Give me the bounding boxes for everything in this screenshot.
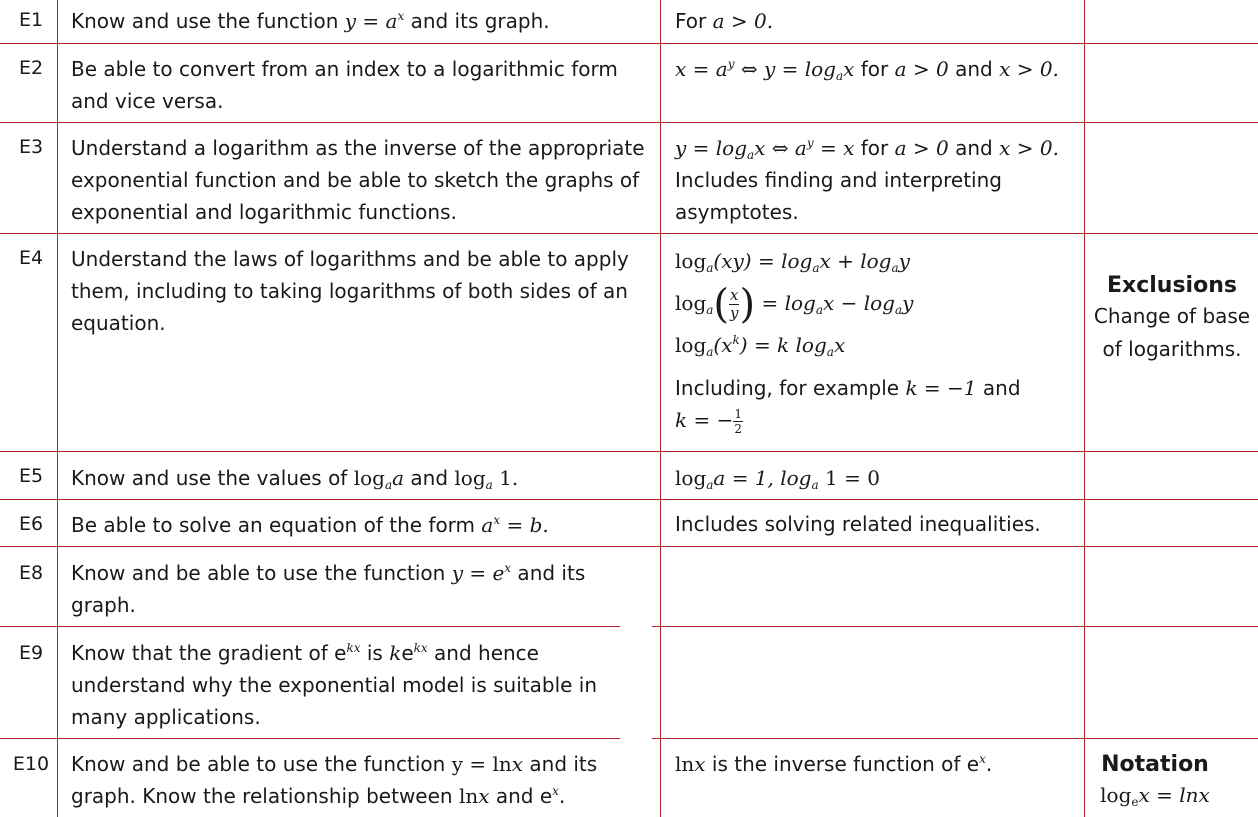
row-guidance: $\log_a(xy) = \log_ax + \log_ay$ $\log_a$( $\frac{x}{y}$ ) = $\log_ax - \log_ay$ $\log_a(x^k) = k$ $\log_ax$ Including, for example k = −1 and k = − $\frac{1}{2}$ [675, 244, 1021, 436]
row-code: E2 [18, 57, 44, 79]
row-description: Be able to solve an equation of the form $a^x = b$. [71, 513, 549, 537]
row-divider [0, 499, 1258, 500]
row-description: Know that the gradient of $e^{kx}$ is $ke^{kx}$ and hence understand why the exponential model is suitable in many applications. [71, 641, 598, 729]
row-guidance: lnx is the inverse function of $e^x$. [675, 752, 993, 776]
row-guidance: $x = a^y$ ⇔ $y = \log_ax$ for a > 0 and x > 0. [675, 57, 1059, 83]
row-divider [652, 626, 1258, 627]
row-description: Know and be able to use the function $y = e^x$ and its graph. [71, 561, 586, 617]
law-quotient: $\log_a$( $\frac{x}{y}$ ) = $\log_ax - \log_ay$ [675, 281, 914, 328]
row-divider [652, 738, 1258, 739]
row-code: E6 [18, 513, 44, 535]
row-description: Understand the laws of logarithms and be able to apply them, including to taking logarithms of both sides of an equation. [71, 247, 629, 335]
row-code: E5 [18, 465, 44, 487]
row-divider [0, 626, 620, 627]
exclusions-note: Exclusions Change of base of logarithms. [1093, 273, 1251, 361]
row-description: Know and use the values of $\log_aa$ and $\log_a 1$. [71, 466, 519, 492]
row-divider [0, 451, 1258, 452]
column-divider [57, 0, 58, 817]
row-description: Be able to convert from an index to a logarithmic form and vice versa. [71, 57, 618, 113]
column-divider [1084, 0, 1085, 817]
column-divider [660, 0, 661, 817]
row-code: E10 [12, 753, 50, 775]
row-description: Understand a logarithm as the inverse of the appropriate exponential function and be able to sketch the graphs of exponential and logarithmic functions. [71, 136, 645, 224]
row-guidance: $y = \log_ax$ ⇔ $a^y = x$ for a > 0 and x > 0. Includes finding and interpreting asymptotes. [675, 136, 1059, 224]
row-divider [0, 43, 1258, 44]
row-code: E3 [18, 136, 44, 158]
row-divider [0, 122, 1258, 123]
row-guidance: $\log_aa = 1$, $\log_a 1 = 0$ [675, 466, 880, 492]
notation-note: Notation $\log_ex = \ln x$ [1100, 752, 1210, 809]
row-description: Know and use the function $y = a^x$ and its graph. [71, 9, 550, 33]
row-code: E9 [18, 642, 44, 664]
row-guidance: For a > 0. [675, 9, 774, 33]
row-code: E4 [18, 247, 44, 269]
row-code: E8 [18, 562, 44, 584]
row-divider [0, 233, 1258, 234]
law-product: $\log_a(xy) = \log_ax + \log_ay$ [675, 249, 910, 275]
row-description: Know and be able to use the function y = lnx and its graph. Know the relationship between lnx and $e^x$. [71, 752, 598, 808]
row-divider [0, 546, 1258, 547]
row-code: E1 [18, 9, 44, 31]
row-divider [0, 738, 620, 739]
row-guidance: Includes solving related inequalities. [675, 512, 1041, 536]
law-power: $\log_a(x^k) = k$ $\log_ax$ [675, 333, 846, 359]
